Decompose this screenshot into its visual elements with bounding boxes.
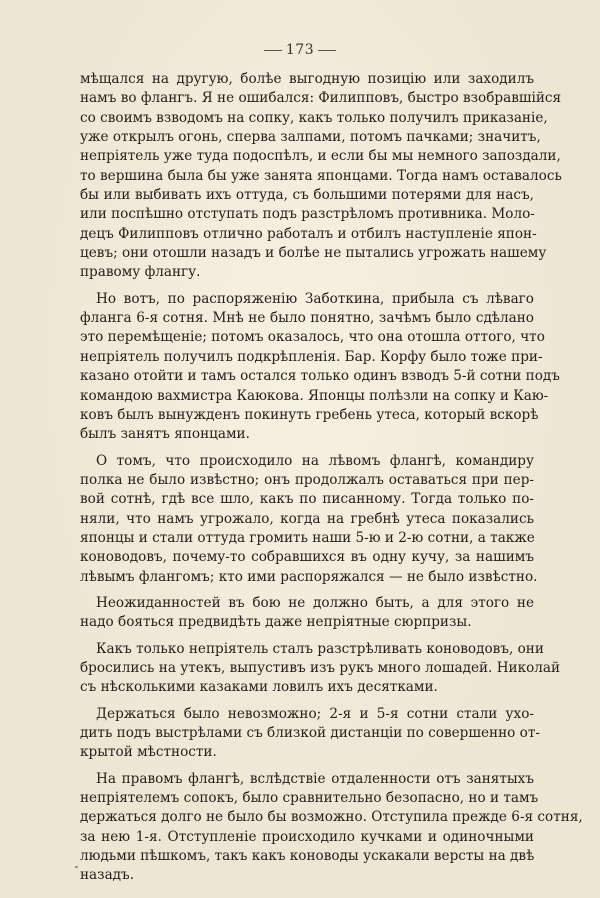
text-line: съ нѣсколькими казаками ловилъ ихъ десятками. [80, 679, 438, 696]
text-line: полка не было извѣстно; онъ продолжалъ оставаться при пер- [80, 471, 534, 488]
text-line: за нею 1-я. Отступленіе происходило кучками и одиночными [80, 828, 534, 845]
text-line: Держаться было невозможно; 2-я и 5-я сотни стали ухо- [96, 705, 534, 722]
paragraph [80, 594, 534, 633]
text-line: крытой мѣстности. [80, 744, 217, 761]
text-line: ковъ былъ вынужденъ покинуть гребень утеса, который вскорѣ [80, 406, 539, 423]
text-line: командою вахмистра Каюкова. Японцы полѣзли на сопку и Каю- [80, 387, 549, 404]
text-line: цевъ; они отошли назадъ и болѣе не пытались угрожать нашему [80, 245, 547, 262]
text-line: лѣвымъ флангомъ; кто ими распоряжался — не было извѣстно. [80, 568, 538, 585]
text-line: мѣщался на другую, болѣе выгодную позицію или заходилъ [80, 71, 534, 87]
text-line: дить подъ выстрѣлами съ близкой дистанціи по совершенно от- [80, 725, 540, 741]
text-line: то вершина была бы уже занята японцами. Тогда намъ оставалось [80, 167, 562, 184]
text-line: уже открылъ огонь, сперва залпами, потомъ пачками; значитъ, [80, 129, 541, 146]
text-line: няли, что намъ угрожало, когда на гребнѣ утеса показались [80, 510, 534, 527]
text-line: бросились на утекъ, выпустивъ изъ рукъ много лошадей. Николай [80, 659, 561, 676]
paragraph [80, 705, 540, 763]
text-line: Неожиданностей въ бою не должно быть, а для этого не [96, 594, 534, 611]
paragraph-gap [80, 633, 534, 640]
text-line: бы или выбивать ихъ оттуда, съ большими потерями для насъ, [80, 187, 534, 204]
paragraph [80, 770, 583, 886]
header-ornament-right [318, 50, 336, 51]
text-line: назадъ. [80, 867, 135, 884]
text-line: На правомъ флангѣ, вслѣдствіе отдаленности отъ занятыхъ [96, 770, 534, 787]
body-text [80, 70, 583, 886]
text-line: былъ занятъ японцами. [80, 426, 250, 443]
text-line: непріятель получилъ подкрѣпленія. Бар. Корфу было тоже при- [80, 348, 543, 365]
text-line: людьми пѣшкомъ, такъ какъ коноводы ускакали версты на двѣ [80, 848, 535, 865]
text-line: казано отойти и тамъ остался только одинъ взводъ 5-й сотни подъ [80, 368, 560, 385]
paragraph-gap [80, 283, 534, 290]
text-line: вой сотнѣ, гдѣ все шло, какъ по писанному. Тогда только по- [80, 491, 534, 508]
text-line: намъ во флангъ. Я не ошибался: Филипповъ, быстро взобравшійся [80, 90, 562, 107]
page-number: 173 [285, 42, 315, 58]
header-ornament-left [264, 50, 282, 51]
text-line: это перемѣщеніе; потомъ оказалось, что она отошла оттого, что [80, 329, 545, 346]
text-line: или поспѣшно отступать подъ разстрѣломъ противника. Моло- [80, 206, 535, 223]
text-line: правому флангу. [80, 264, 201, 281]
text-line: коноводовъ, почему-то собравшихся въ одну кучу, за нашимъ [80, 549, 534, 566]
paragraph [80, 640, 561, 698]
paragraph-gap [80, 445, 534, 452]
text-line: Какъ только непріятель сталъ разстрѣливать коноводовъ, они [96, 640, 544, 657]
paper-speck [75, 866, 78, 868]
text-line: японцы и стали оттуда громить наши 5-ю и 2-ю сотни, а также [80, 529, 535, 546]
paragraph [80, 452, 538, 587]
paragraph-gap [80, 698, 534, 705]
text-line: непріятелемъ сопокъ, было сравнительно безопасно, но и тамъ [80, 790, 539, 807]
paragraph-gap [80, 587, 534, 594]
text-line: фланга 6-я сотня. Мнѣ не было понятно, зачѣмъ было сдѣлано [80, 310, 534, 327]
text-line: О томъ, что происходило на лѣвомъ флангѣ, командиру [96, 452, 534, 469]
paragraph [80, 290, 560, 445]
text-line: непріятель уже туда подоспѣлъ, и если бы мы немного запоздали, [80, 148, 561, 165]
page-header [0, 42, 600, 58]
paragraph [80, 70, 562, 283]
text-line: Но вотъ, по распоряженію Заботкина, прибыла съ лѣваго [96, 290, 534, 307]
text-line: со своимъ взводомъ на сопку, какъ только получилъ приказаніе, [80, 109, 548, 126]
text-line: держаться долго не было бы возможно. Отступила прежде 6-я сотня, [80, 809, 583, 826]
text-line: надо бояться предвидѣть даже непріятные сюрпризы. [80, 614, 472, 631]
paragraph-gap [80, 763, 534, 770]
text-line: децъ Филипповъ отлично работалъ и отбилъ наступленіе япон- [80, 225, 537, 242]
